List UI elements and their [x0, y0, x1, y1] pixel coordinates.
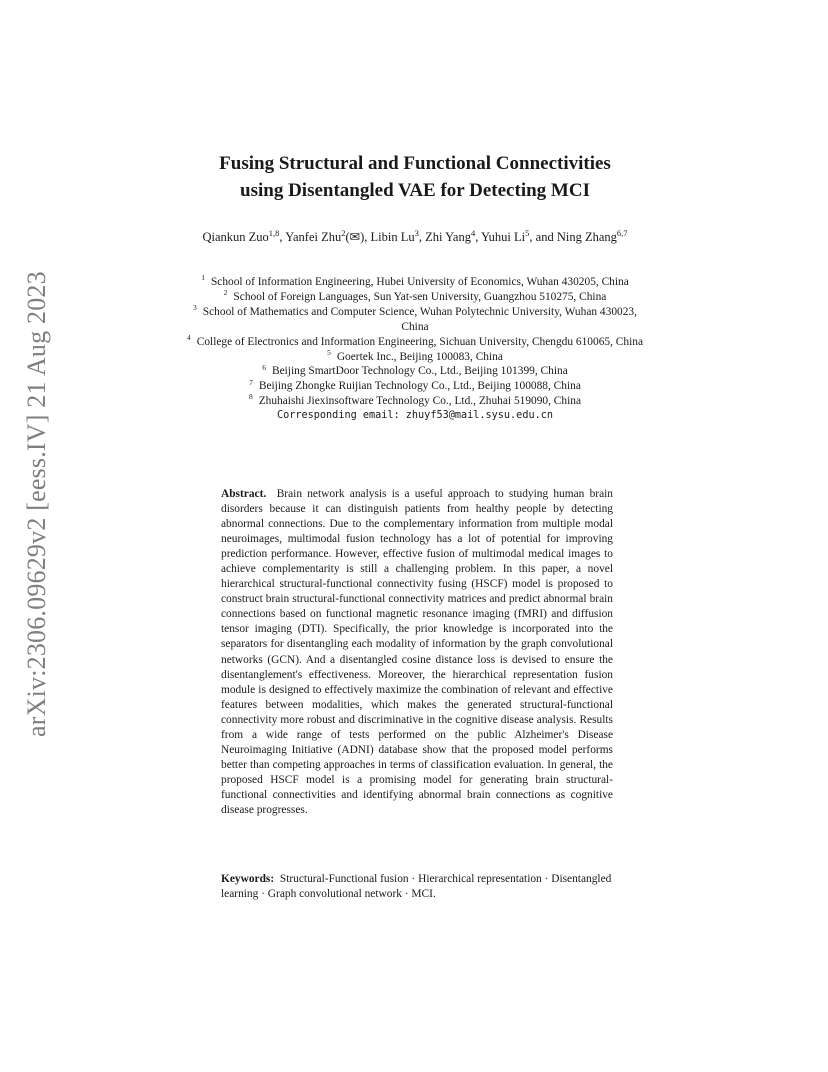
affiliation: $^3$ School of Mathematics and Computer Science, Wuhan Polytechnic University, Wuhan 430023, China [193, 303, 637, 333]
author: Ning Zhang$^{6,7}$ [556, 227, 628, 244]
paper-title [150, 150, 680, 204]
author: Zhi Yang$^4$, [425, 227, 482, 244]
affiliation: $^2$ School of Foreign Languages, Sun Yat-sen University, Guangzhou 510275, China [223, 288, 607, 303]
affiliation: $^1$ School of Information Engineering, Hubei University of Economics, Wuhan 430205, China [201, 273, 629, 288]
author-list [175, 229, 655, 246]
keywords [221, 872, 613, 902]
envelope-icon: (✉) [345, 230, 365, 244]
affiliation-list [180, 275, 650, 424]
affiliation: $^5$ Goertek Inc., Beijing 100083, China [327, 347, 503, 363]
abstract-text: Brain network analysis is a useful approach to studying human brain disorders because it can distinguish patients from healthy people by detecting abnormal connections. Due to the complementary information from multiple modal neuroimages, multimodal fusion technology has a lot of potential for improving prediction performance. However, effective fusion of multimodal medical images to achieve complementarity is still a challenging problem. In this paper, a novel hierarchical structural-functional connectivity fusing (HSCF) model is proposed to construct brain structural-functional connectivity matrices and predict abnormal brain connections based on functional magnetic resonance imaging (fMRI) and diffusion tensor imaging (DTI). Specifically, the prior knowledge is incorporated into the separators for disentangling each modality of information by the graph convolutional networks (GCN). And a disentangled cosine distance loss is devised to ensure the disentanglement's effectiveness. Moreover, the hierarchical representation fusion module is designed to effectively maximize the combination of relevant and effective features between modalities, which makes the generated structural-functional connectivity more robust and discriminative in the cognitive disease analysis. Results from a wide range of tests performed on the public Alzheimer's Disease Neuroimaging Initiative (ADNI) database show that the proposed model performs better than competing approaches in terms of classification evaluation. In general, the proposed HSCF model is a promising model for generating brain structural-functional connectivities and identifying abnormal brain connections as cognitive disease progresses. [221, 488, 613, 816]
abstract-label: Abstract. [221, 488, 267, 500]
title-line-1: Fusing Structural and Functional Connectivities [219, 153, 611, 174]
affiliation: $^4$ College of Electronics and Information Engineering, Sichuan University, Chengdu 610065, China [187, 332, 643, 348]
keywords-label: Keywords: [221, 873, 275, 885]
author: Yanfei Zhu$^2$(✉), [285, 227, 371, 244]
affiliation: $^8$ Zhuhaishi Jiexinsoftware Technology Co., Ltd., Zhuhai 519090, China [248, 392, 582, 408]
title-line-2: using Disentangled VAE for Detecting MCI [240, 180, 590, 201]
abstract [221, 487, 613, 818]
affiliation: $^6$ Beijing SmartDoor Technology Co., Ltd., Beijing 101399, China [262, 362, 568, 378]
author: Yuhui Li$^5$, and [481, 227, 557, 244]
affiliation: $^7$ Beijing Zhongke Ruijian Technology Co., Ltd., Beijing 100088, China [249, 377, 581, 393]
author: Qiankun Zuo$^{1,8}$, [202, 227, 286, 244]
arxiv-identifier: arXiv:2306.09629v2 [eess.IV] 21 Aug 2023 [22, 271, 51, 737]
corresponding-email: Corresponding email: zhuyf53@mail.sysu.edu.cn [276, 410, 553, 422]
keywords-text: Structural-Functional fusion · Hierarchical representation · Disentangled learning · Graph convolutional network · MCI. [221, 873, 612, 901]
author: Libin Lu$^3$, [370, 227, 426, 244]
